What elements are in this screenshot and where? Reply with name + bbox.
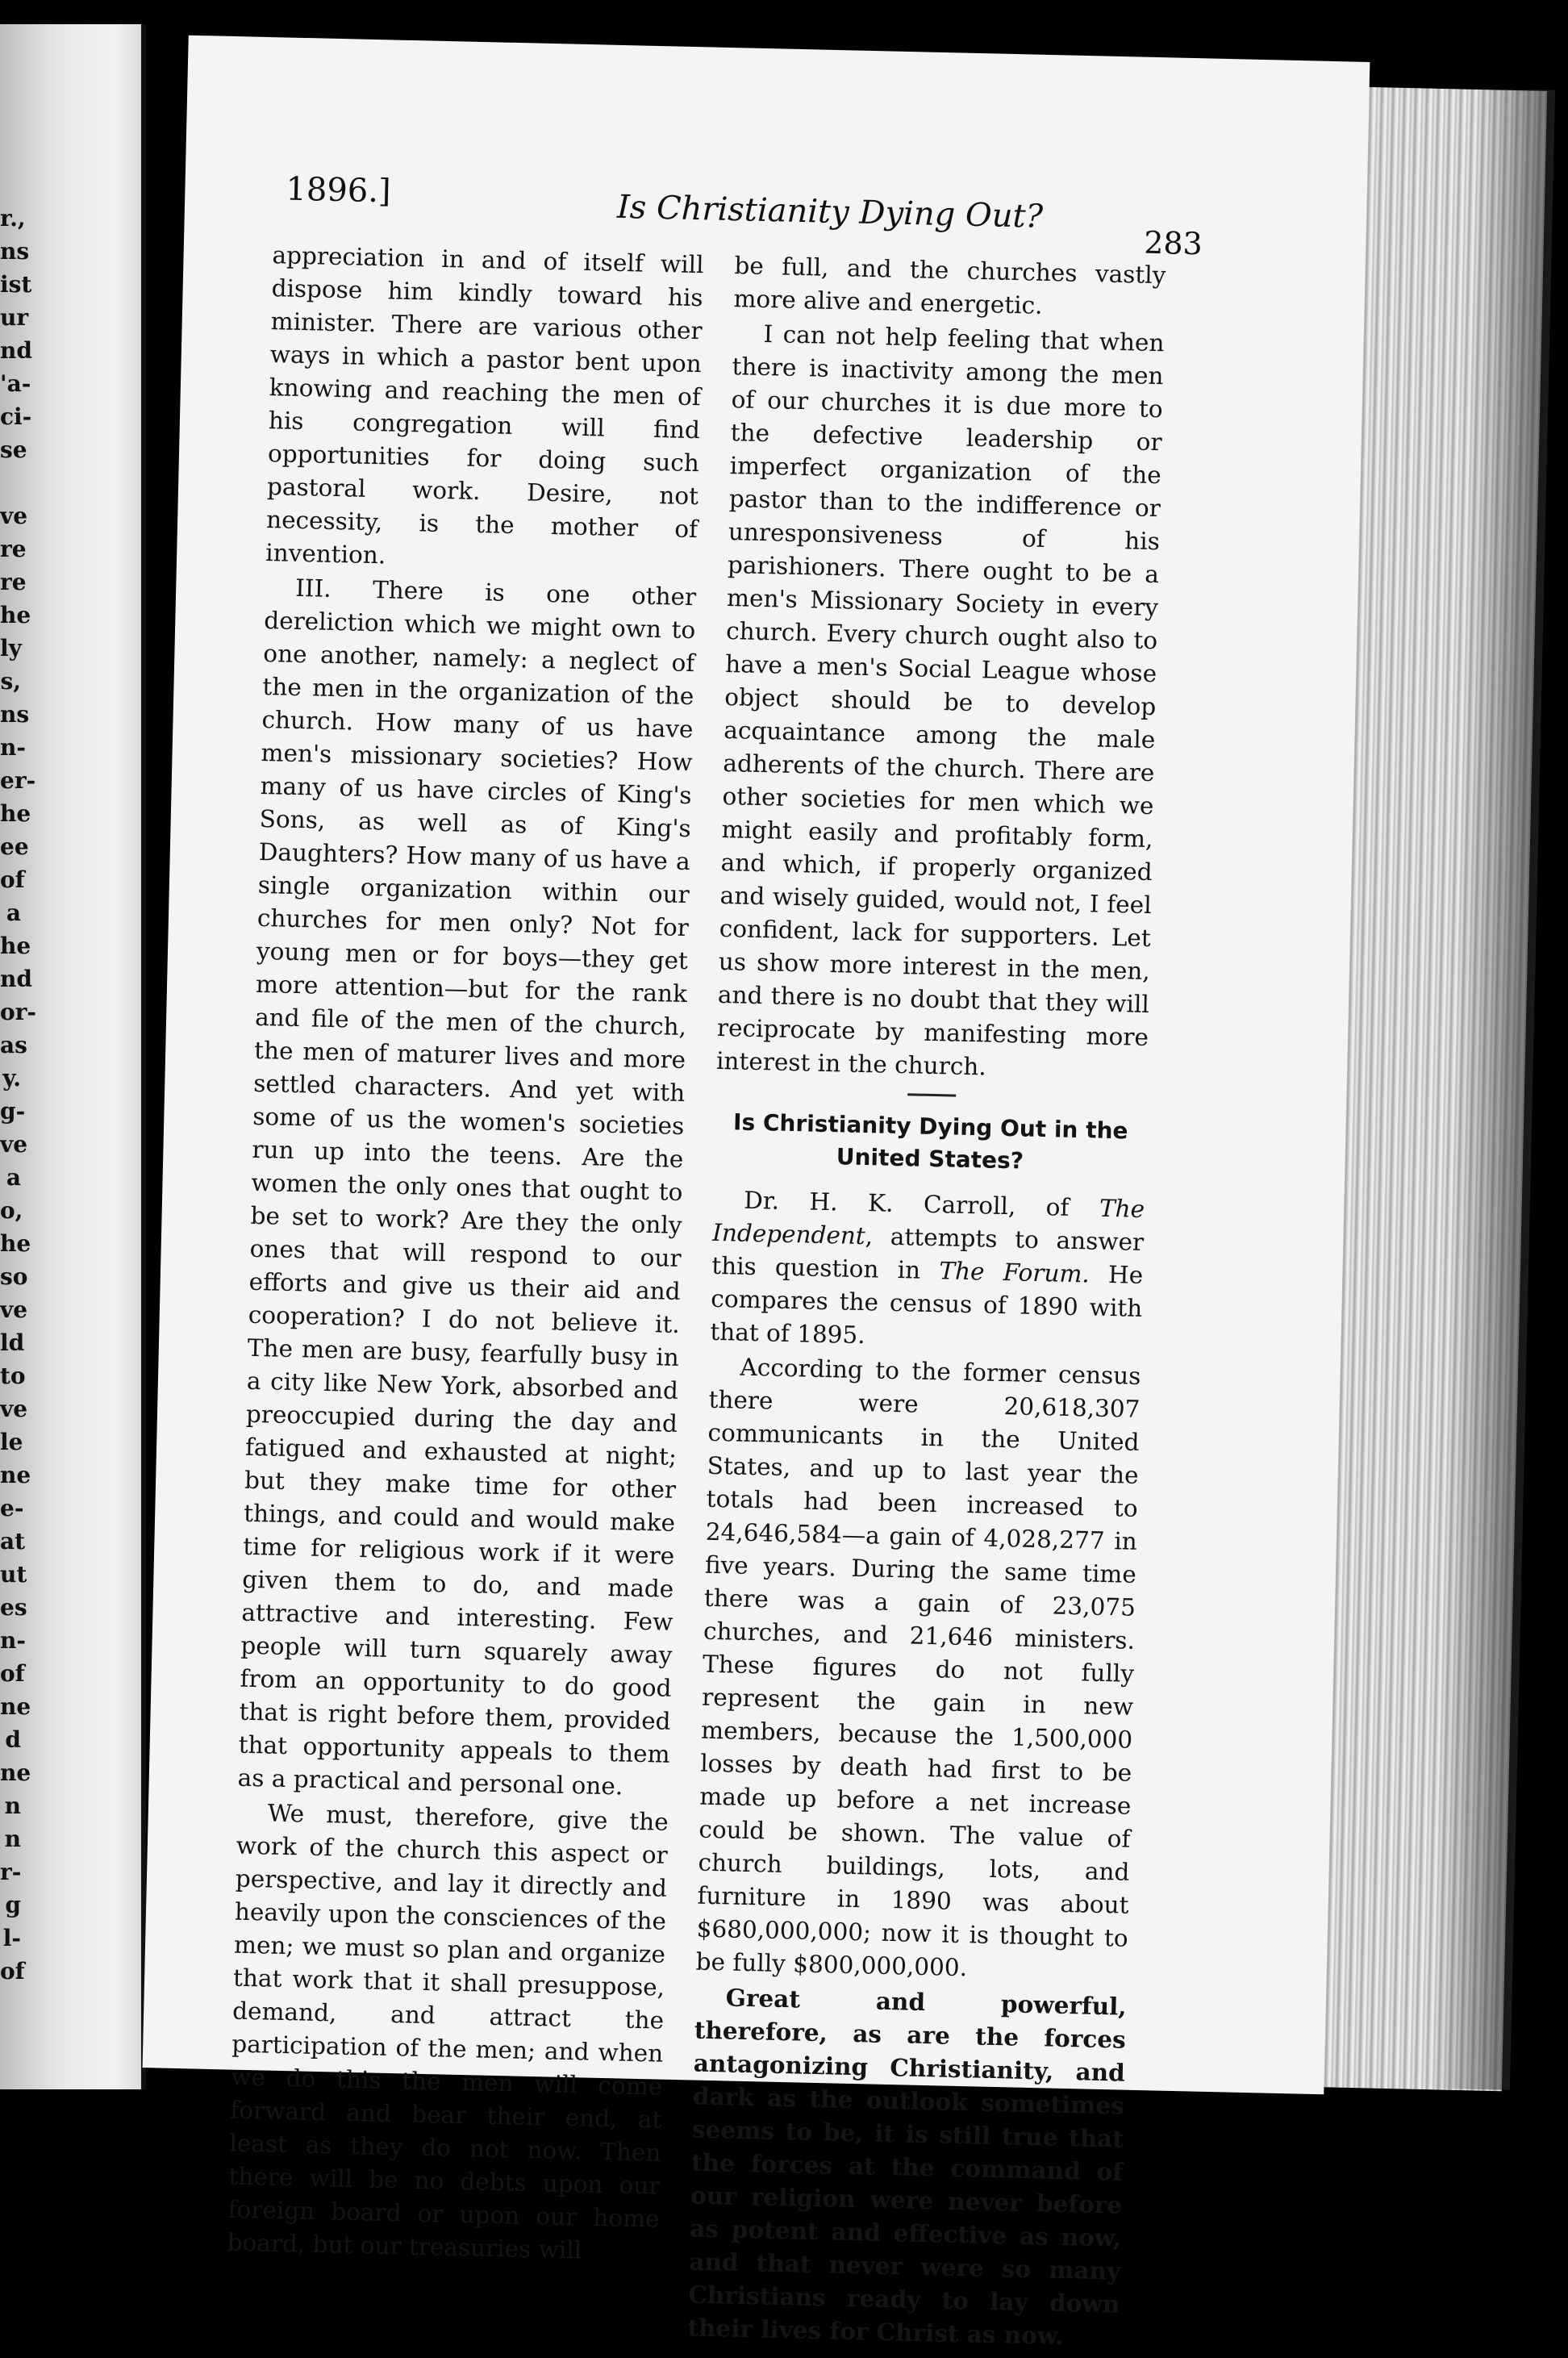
previous-page-fragment: 'a- <box>0 370 31 397</box>
previous-page-fragment: ci- <box>0 403 32 430</box>
previous-page-fragment: he <box>0 602 31 628</box>
text-run: Dr. H. K. Carroll, of <box>743 1186 1100 1222</box>
previous-page-fragment: so <box>0 1263 28 1290</box>
paragraph: be full, and the churches vastly more alive and energetic. <box>733 252 1166 319</box>
text-run: He compares the census of 1890 with that of 1895. <box>710 1260 1144 1350</box>
previous-page-fragment: ut <box>0 1561 27 1588</box>
previous-page-fragment: d <box>5 1726 21 1753</box>
previous-page-fragment: ur <box>0 304 29 331</box>
running-head <box>186 35 1370 262</box>
previous-page-fragment: ve <box>0 503 28 529</box>
previous-page-fragment: a <box>6 899 21 926</box>
running-head-title: Is Christianity Dying Out? <box>616 188 1044 236</box>
previous-page-fragment: a <box>6 1164 21 1191</box>
previous-page-fragment: re <box>0 536 27 562</box>
previous-page-fragment: n- <box>0 1627 26 1654</box>
previous-page-fragment: ns <box>0 701 30 728</box>
previous-page-fragment: y. <box>2 1065 21 1091</box>
previous-page-fragment: of <box>0 1660 25 1687</box>
previous-page-fragment: ne <box>0 1462 31 1488</box>
previous-page-fragment: g- <box>0 1098 26 1125</box>
previous-page-fragment: er- <box>0 767 36 794</box>
running-head-year: 1896.] <box>285 170 392 211</box>
section-divider <box>907 1093 956 1096</box>
paragraph: appreciation in and of itself will dispose him kindly toward his minister. There are various other ways in which a pastor bent upon knowing and reaching the men of his congregation will find opportunities for doing such pastoral work. Desire, not necessity, is the mother of invention. <box>265 241 704 570</box>
publication-title: The Forum. <box>939 1257 1091 1288</box>
previous-page-fragment: nd <box>0 337 32 364</box>
previous-page-fragment: n <box>4 1792 21 1819</box>
previous-page-fragment <box>0 466 21 499</box>
previous-page-fragment: nd <box>0 966 32 992</box>
previous-page-fragment: ee <box>0 833 29 860</box>
previous-page-fragment: r., <box>0 205 26 232</box>
previous-page-fragment: ne <box>0 1759 31 1786</box>
paragraph: According to the former census there were 20,618,307 communicants in the United States, and up to last year the totals had been increased to 24,646,584—a gain of 4,028,277 in five years. During the same time there was a gain of 23,075 churches, and 21,646 ministers. These figures do not fully represent the gain in new members, because the 1,500,000 losses by death had first to be made up before a net increase could be shown. The value of church buildings, lots, and furniture in 1890 was about $680,000,000; now it is thought to be fully $800,000,000. <box>695 1353 1141 1982</box>
previous-page-fragment: re <box>0 569 27 595</box>
previous-page-fragment: le <box>0 1429 23 1455</box>
previous-page-fragment: es <box>0 1594 27 1621</box>
previous-page-fragment: as <box>0 1032 27 1058</box>
previous-page-fragment: r- <box>0 1859 22 1885</box>
previous-page <box>0 24 146 2089</box>
previous-page-fragment: or- <box>0 999 37 1025</box>
section-heading <box>714 1106 1147 1180</box>
previous-page-fragment: n- <box>0 734 26 761</box>
previous-page-fragment: ve <box>0 1396 28 1422</box>
previous-page-fragment: ve <box>0 1296 28 1323</box>
paragraph: We must, therefore, give the work of the church this aspect or perspective, and lay it directly and heavily upon the consciences of the men; we must so plan and organize that work that it shall presuppose, demand, and attract the participation of the men; and when we do this the men will come forward and bear their end, at least as they do not now. Then there will be no debts upon our foreign board or upon our home board, but our treasuries will <box>227 1799 669 2264</box>
left-column <box>227 239 704 2268</box>
previous-page-fragment: ns <box>0 238 30 265</box>
previous-page-fragment: he <box>0 933 31 959</box>
page-number: 283 <box>1143 224 1203 262</box>
paragraph: III. There is one other dereliction which we might own to one another, namely: a neglect of the men in the organization of the church. How many of us have men's missionary societies? How many of us have circles of King's Sons, as well as of King's Daughters? How many of us have a single organization within our churches for men only? Not for young men or for boys—they get more attention—but for the rank and file of the men of the church, the men of maturer lives and more settled characters. And yet with some of us the women's societies run up into the teens. Are the women the only ones that ought to be set to work? Are they the only ones that will respond to our efforts and give us their aid and cooperation? I do not believe it. The men are busy, fearfully busy in a city like New York, absorbed and preoccupied during the day and fatigued and exhausted at night; but they make time for other things, and could and would make time for religious work if it were given them to do, and made attractive and interesting. Few people will turn squarely away from an opportunity to do good that is right before them, provided that opportunity appeals to them as a practical and personal one. <box>237 574 697 1801</box>
publication-title: The Independent <box>711 1194 1145 1250</box>
section-heading-line-2: United States? <box>836 1143 1024 1175</box>
previous-page-fragment: he <box>0 800 31 827</box>
previous-page-fragment: ve <box>0 1131 28 1158</box>
book-page <box>143 35 1370 2351</box>
previous-page-fragment: o, <box>0 1197 23 1224</box>
text-run: , attempts to answer this question in <box>711 1222 1145 1285</box>
previous-page-fragment: ld <box>0 1329 25 1356</box>
previous-page-fragment: of <box>0 1958 25 1984</box>
previous-page-fragment: at <box>0 1528 26 1555</box>
paragraph: Great and powerful, therefore, as are the forces antagonizing Christianity, and dark as the outlook sometimes seems to be, it is still true that the forces at the command of our religion were never before as potent and effective as now, and that never were so many Christians ready to lay down their lives for Christ as now. <box>687 1983 1128 2351</box>
previous-page-fragment: ne <box>0 1693 31 1720</box>
previous-page-fragment: l- <box>2 1925 21 1951</box>
previous-page-fragment: g <box>5 1892 21 1918</box>
previous-page-fragment: e- <box>0 1495 24 1521</box>
paragraph <box>710 1183 1145 1358</box>
previous-page-fragment: ly <box>0 635 22 661</box>
previous-page-edge-text <box>0 202 37 1988</box>
previous-page-fragment: he <box>0 1230 31 1257</box>
paragraph: I can not help feeling that when there is inactivity among the men of our churches it is due more to the defective leadership or imperfect organization of the pastor than to the indifference or unresponsiveness of his parishioners. There ought to be a men's Missionary Society in every church. Every church ought also to have a men's Social League whose object should be to develop acquaintance among the male adherents of the church. There are other societies for men which we might easily and profitably form, and which, if properly organized and wisely guided, would not, I feel confident, lack for supporters. Let us show more interest in the men, and there is no doubt that they will reciprocate by manifesting more interest in the church. <box>715 319 1165 1081</box>
right-column <box>687 249 1166 2353</box>
previous-page-fragment: n <box>4 1826 21 1852</box>
previous-page-fragment: of <box>0 866 25 893</box>
previous-page-fragment: se <box>0 436 27 463</box>
previous-page-fragment: to <box>0 1363 26 1389</box>
section-heading-line-1: Is Christianity Dying Out in the <box>732 1108 1128 1145</box>
previous-page-fragment: s, <box>0 668 21 695</box>
previous-page-fragment: ist <box>0 271 32 298</box>
